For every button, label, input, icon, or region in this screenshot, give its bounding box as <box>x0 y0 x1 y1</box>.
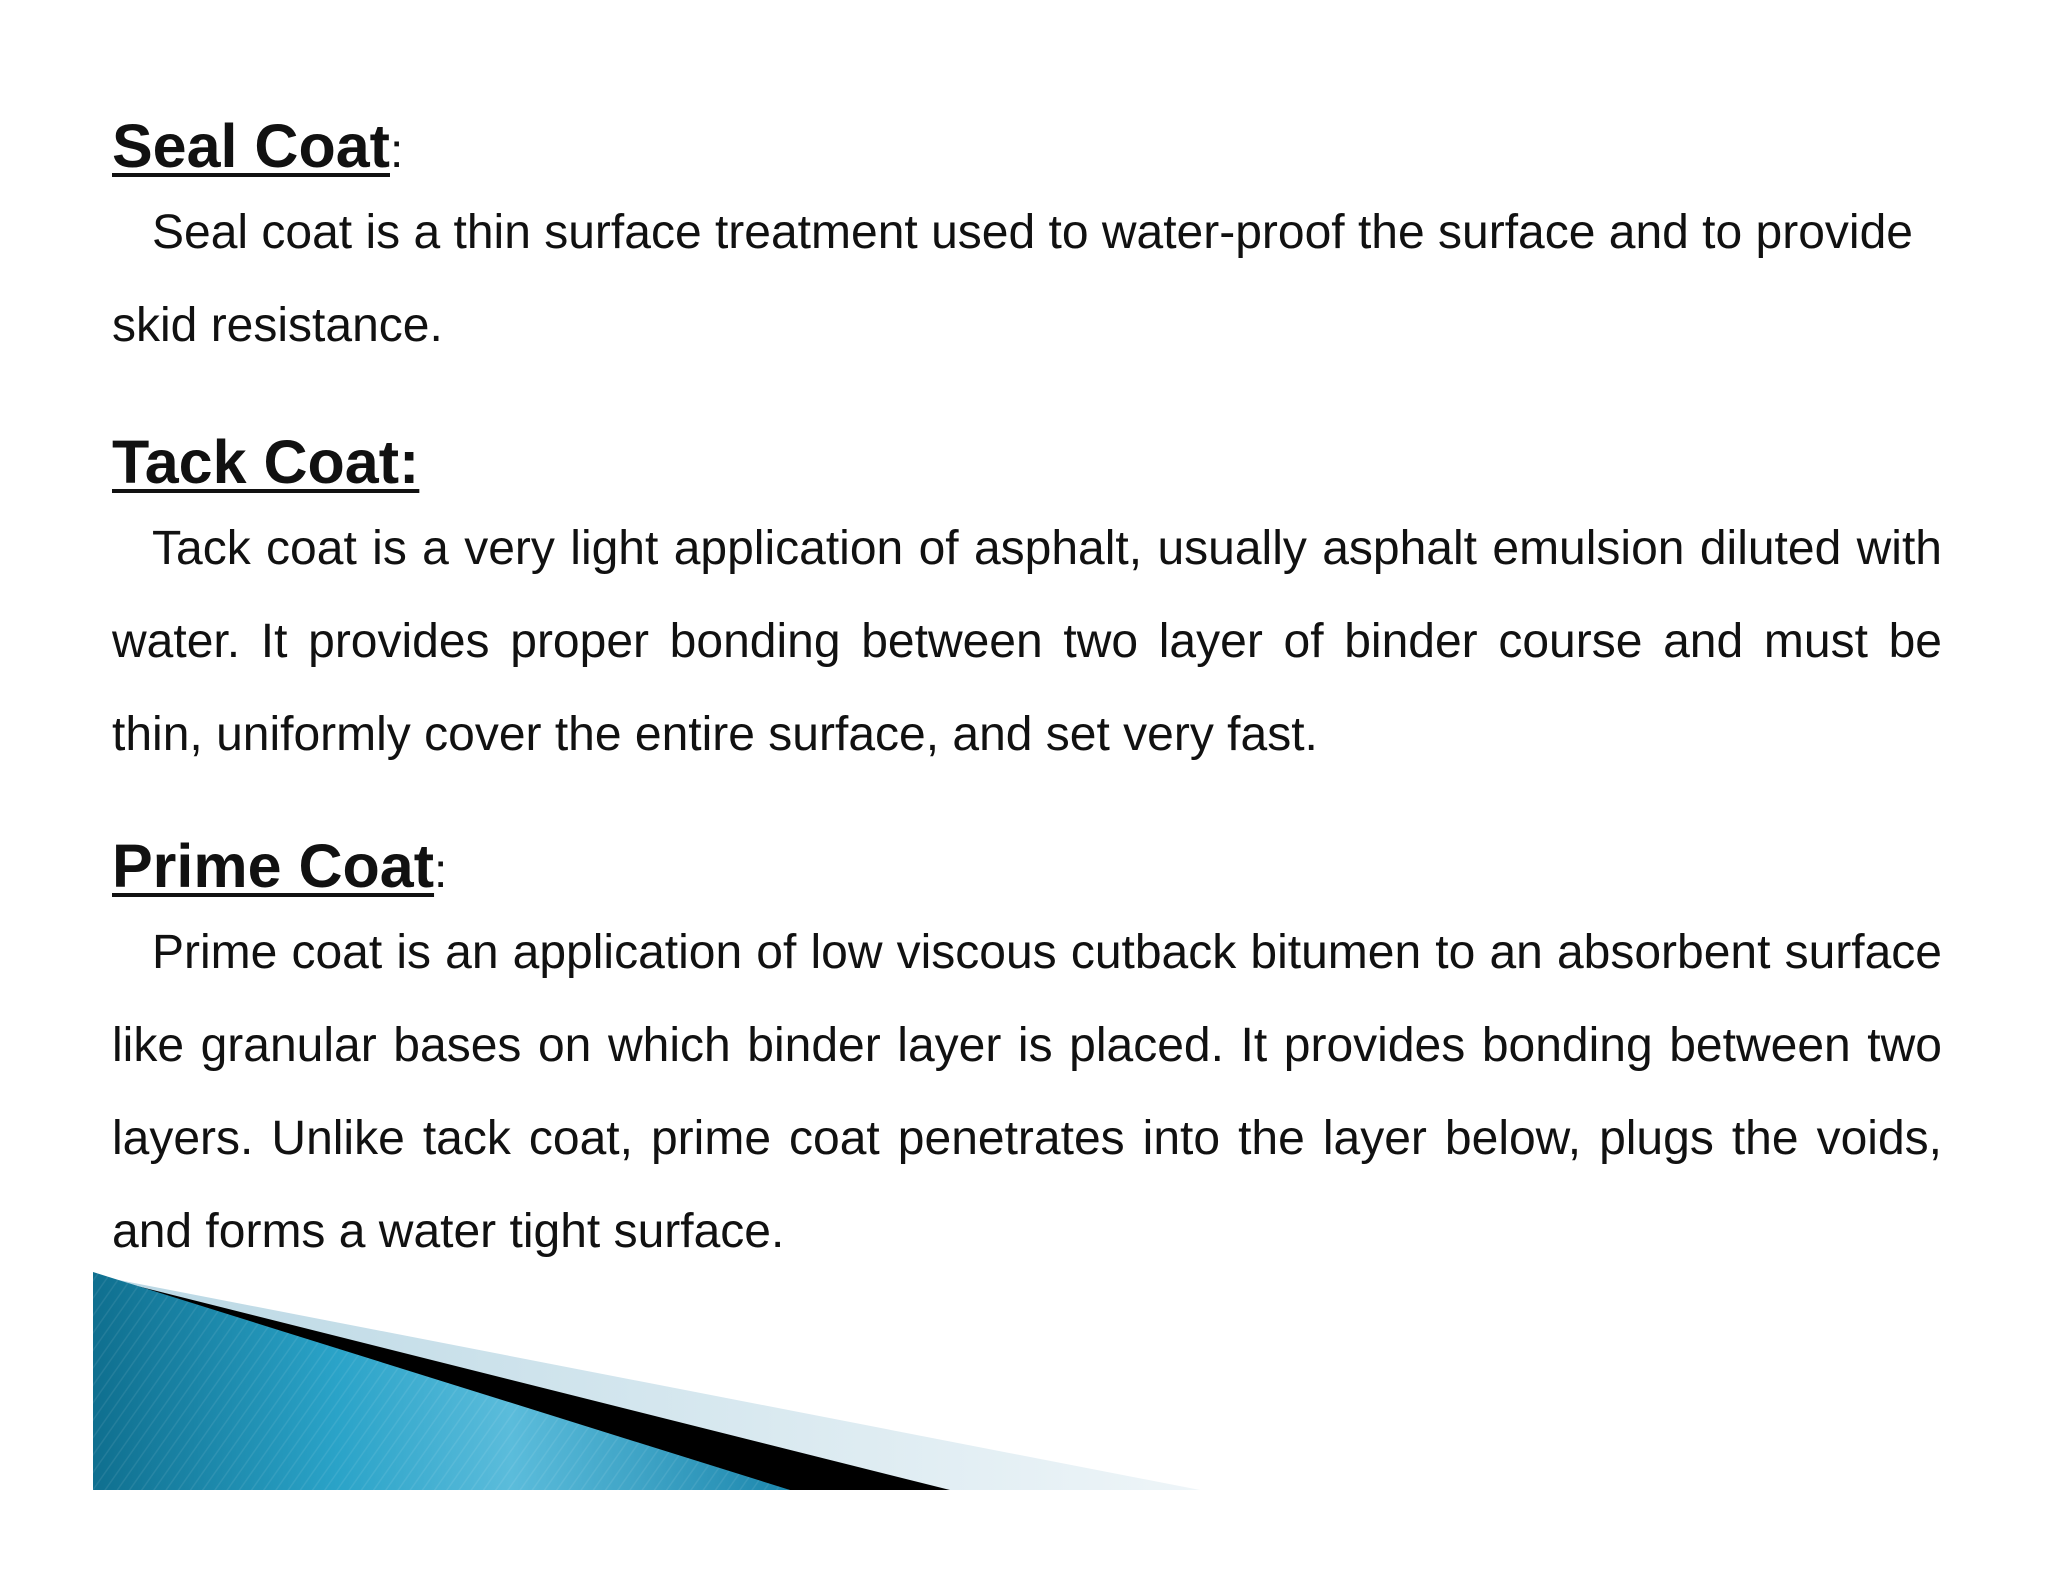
heading-prime-coat <box>112 826 1942 906</box>
heading-tack-coat <box>112 422 1942 502</box>
section-tack-coat <box>112 422 1942 781</box>
heading-prime-coat-suffix: : <box>434 845 448 898</box>
heading-prime-coat-text: Prime Coat <box>112 832 435 900</box>
heading-tack-coat-text: Tack Coat: <box>112 428 420 496</box>
section-prime-coat <box>112 826 1942 1278</box>
paragraph-prime-coat <box>112 906 1942 1278</box>
paragraph-seal-coat <box>112 186 1942 372</box>
paragraph-tack-coat <box>112 502 1942 781</box>
paragraph-tack-coat-text: Tack coat is a very light application of asphalt, usually asphalt emulsion diluted with water. It provides proper bonding between two layer of binder course and must be thin, uniformly cover the entire surface, and set very fast. <box>112 522 1942 761</box>
heading-seal-coat <box>112 106 1942 186</box>
paragraph-seal-coat-text: Seal coat is a thin surface treatment used to water-proof the surface and to provide skid resistance. <box>112 206 1913 352</box>
paragraph-prime-coat-text: Prime coat is an application of low viscous cutback bitumen to an absorbent surface like granular bases on which binder layer is placed. It provides bonding between two layers. Unlike tack coat, prime coat penetrates into the layer below, plugs the voids, and forms a water tight surface. <box>112 926 1942 1258</box>
heading-seal-coat-suffix: : <box>390 125 404 178</box>
section-seal-coat <box>112 106 1942 372</box>
heading-seal-coat-text: Seal Coat <box>112 112 390 180</box>
slide-content <box>112 106 1942 1278</box>
